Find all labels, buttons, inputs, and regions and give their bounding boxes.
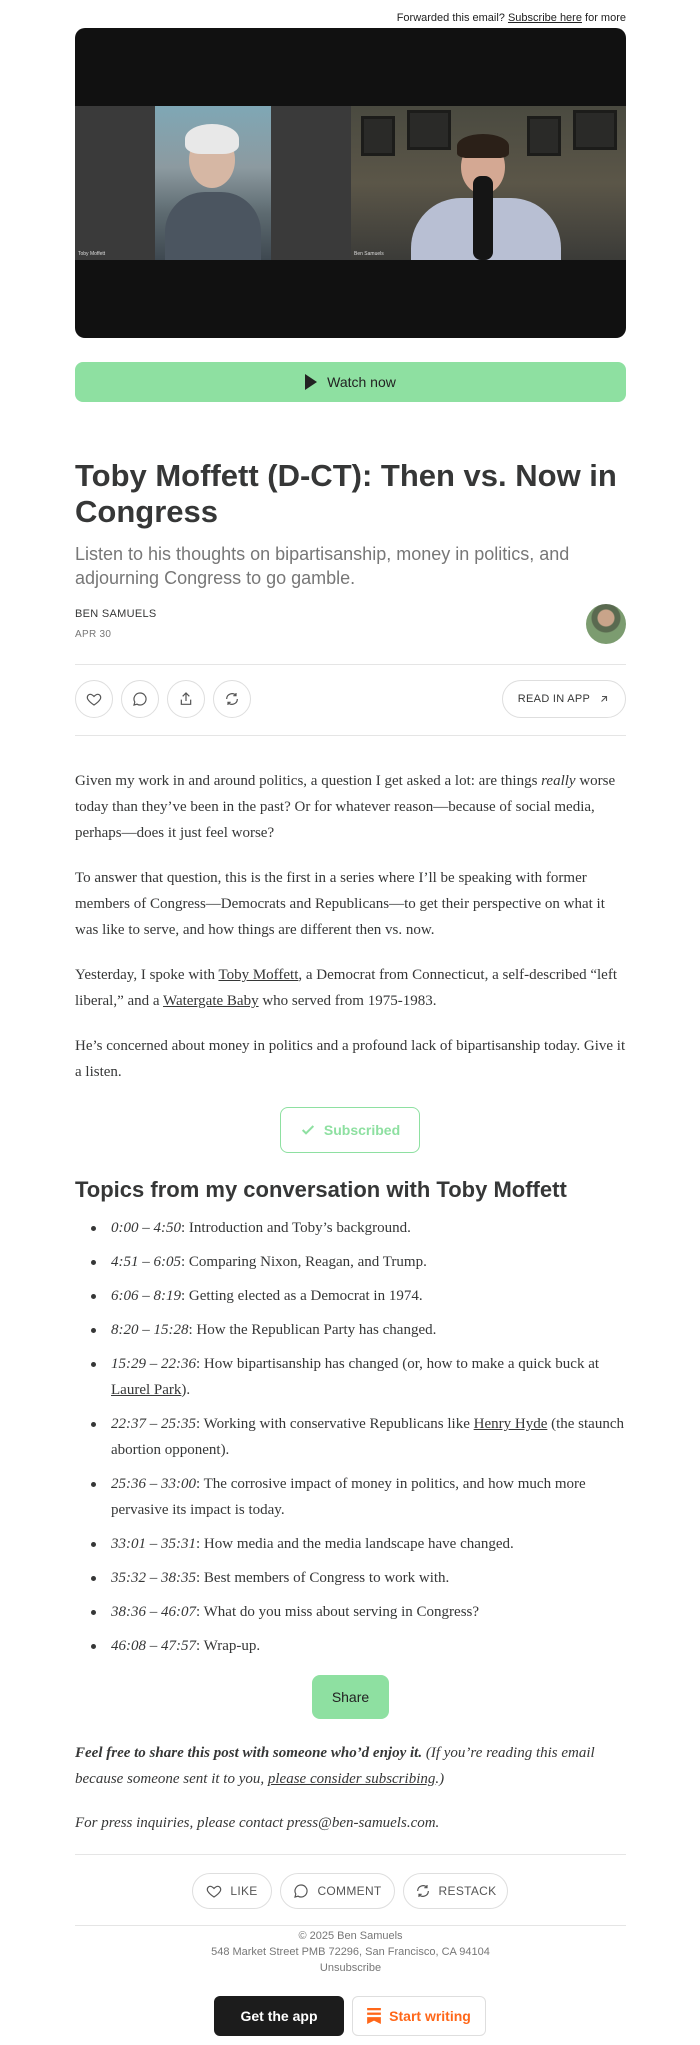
topic-text: : What do you miss about serving in Congress? <box>196 1604 480 1620</box>
video-frame <box>75 106 626 260</box>
restack-label: RESTACK <box>438 1884 497 1898</box>
share-icon <box>178 691 194 707</box>
timestamp: 38:36 – 46:07 <box>111 1604 196 1620</box>
laurel-park-link[interactable]: Laurel Park <box>111 1382 182 1398</box>
read-in-app-label: READ IN APP <box>517 693 591 705</box>
list-item <box>75 1411 626 1463</box>
topic-text: : Introduction and Toby’s background. <box>181 1220 411 1236</box>
list-item <box>75 1599 626 1625</box>
paragraph-text: , a Democrat from Connecticut, a self-described “left liberal,” and a <box>75 967 618 1009</box>
comment-icon <box>293 1883 309 1899</box>
topic-text: : Getting elected as a Democrat in 1974. <box>181 1288 423 1304</box>
timestamp: 0:00 – 4:50 <box>111 1220 181 1236</box>
list-item <box>75 1471 626 1523</box>
post-title: Toby Moffett (D-CT): Then vs. Now in Congress <box>75 458 617 529</box>
timestamp: 4:51 – 6:05 <box>111 1254 181 1270</box>
topic-text: : Best members of Congress to work with. <box>196 1570 450 1586</box>
start-writing-button[interactable] <box>352 1996 486 2036</box>
topics-heading: Topics from my conversation with Toby Moffett <box>75 1177 567 1202</box>
copyright: © 2025 Ben Samuels <box>298 1930 403 1942</box>
video-thumbnail[interactable] <box>75 28 626 338</box>
guest-video-tile <box>155 106 271 260</box>
restack-icon <box>224 691 240 707</box>
subscribed-label: Subscribed <box>323 1122 401 1138</box>
list-item <box>75 1215 626 1241</box>
heart-icon <box>86 691 102 707</box>
closing-text: .) <box>435 1771 445 1787</box>
list-item <box>75 1249 626 1275</box>
timestamp: 15:29 – 22:36 <box>111 1356 196 1372</box>
post-date: APR 30 <box>75 629 112 640</box>
timestamp: 22:37 – 25:35 <box>111 1416 196 1432</box>
body-paragraph <box>75 962 626 1014</box>
comment-icon <box>132 691 148 707</box>
closing-paragraph <box>75 1740 626 1792</box>
divider <box>75 1854 626 1855</box>
paragraph-text: worse today than they’ve been in the past? Or for whatever reason—because of social media, perhaps—does it just feel worse? <box>75 773 616 841</box>
body-paragraph <box>75 768 626 846</box>
guest-video-label: Toby Moffett <box>78 251 106 257</box>
topic-text: : Comparing Nixon, Reagan, and Trump. <box>181 1254 427 1270</box>
topic-text: : How bipartisanship has changed (or, how to make a quick buck at <box>196 1356 600 1372</box>
topic-text: : The corrosive impact of money in politics, and how much more pervasive its impact is today. <box>111 1476 586 1518</box>
timestamp: 25:36 – 33:00 <box>111 1476 196 1492</box>
topic-text: (the staunch abortion opponent). <box>111 1416 624 1458</box>
footer-comment-button[interactable] <box>280 1873 395 1909</box>
subscribed-button[interactable] <box>280 1107 420 1153</box>
subscribe-here-link[interactable]: Subscribe here <box>507 12 582 24</box>
divider <box>75 1925 626 1926</box>
watergate-baby-link[interactable]: Watergate Baby <box>163 993 259 1009</box>
forwarded-prefix: Forwarded this email? <box>396 12 505 24</box>
body-paragraph: To answer that question, this is the first in a series where I’ll be speaking with former members of Congress—Democrats and Republicans—to get their perspective on what it was like to serve, and how things are different then vs. now. <box>75 870 605 938</box>
read-in-app-button[interactable] <box>502 680 626 718</box>
comment-button[interactable] <box>121 680 159 718</box>
post-subtitle: Listen to his thoughts on bipartisanship, money in politics, and adjourning Congress to go gamble. <box>75 544 570 588</box>
timestamp: 6:06 – 8:19 <box>111 1288 181 1304</box>
timestamp: 35:32 – 38:35 <box>111 1570 196 1586</box>
substack-logo-icon <box>367 2008 381 2024</box>
watch-now-button[interactable] <box>75 362 626 402</box>
list-item <box>75 1565 626 1591</box>
list-item <box>75 1317 626 1343</box>
topic-text: : Wrap-up. <box>196 1638 261 1654</box>
arrow-up-right-icon <box>598 693 610 705</box>
henry-hyde-link[interactable]: Henry Hyde <box>473 1416 548 1432</box>
unsubscribe-text[interactable]: Unsubscribe <box>319 1962 382 1974</box>
host-video-label: Ben Samuels <box>354 251 384 257</box>
paragraph-text: Yesterday, I spoke with <box>75 967 219 983</box>
consider-subscribing-link[interactable]: please consider subscribing <box>267 1771 436 1787</box>
like-label: LIKE <box>230 1884 258 1898</box>
divider <box>75 735 626 736</box>
unsubscribe-link <box>75 1960 626 1976</box>
footer-like-button[interactable] <box>192 1873 272 1909</box>
list-item <box>75 1283 626 1309</box>
like-button[interactable] <box>75 680 113 718</box>
timestamp: 33:01 – 35:31 <box>111 1536 196 1552</box>
topic-text: ). <box>181 1382 191 1398</box>
get-the-app-button[interactable]: Get the app <box>214 1996 344 2036</box>
body-paragraph: He’s concerned about money in politics and a profound lack of bipartisanship today. Give it a listen. <box>75 1038 626 1080</box>
topic-text: : Working with conservative Republicans like <box>196 1416 474 1432</box>
check-icon <box>300 1122 316 1138</box>
heart-icon <box>206 1883 222 1899</box>
forwarded-suffix: for more <box>585 12 626 24</box>
topic-text: : How media and the media landscape have changed. <box>196 1536 514 1552</box>
author-name[interactable]: BEN SAMUELS <box>75 608 157 620</box>
topics-list <box>75 1215 626 1667</box>
list-item <box>75 1531 626 1557</box>
share-button[interactable]: Share <box>312 1675 389 1719</box>
restack-button-top[interactable] <box>213 680 251 718</box>
divider <box>75 664 626 665</box>
list-item <box>75 1633 626 1659</box>
timestamp: 46:08 – 47:57 <box>111 1638 196 1654</box>
start-writing-label: Start writing <box>389 2008 471 2024</box>
press-inquiries: For press inquiries, please contact press@ben-samuels.com. <box>75 1815 440 1831</box>
timestamp: 8:20 – 15:28 <box>111 1322 189 1338</box>
closing-bold-text: Feel free to share this post with someone who’d enjoy it. <box>75 1745 423 1761</box>
closing-text: (If you’re reading this email because someone sent it to you, <box>75 1745 595 1787</box>
address: 548 Market Street PMB 72296, San Francisco, CA 94104 <box>211 1946 490 1958</box>
toby-moffett-link[interactable]: Toby Moffett <box>218 967 299 983</box>
share-button-top[interactable] <box>167 680 205 718</box>
paragraph-text: Given my work in and around politics, a question I get asked a lot: are things <box>75 773 542 789</box>
footer-restack-button[interactable] <box>403 1873 508 1909</box>
restack-icon <box>415 1883 431 1899</box>
author-avatar[interactable] <box>586 604 626 644</box>
forwarded-notice <box>397 12 626 24</box>
emphasis-text: really <box>541 773 576 789</box>
comment-label: COMMENT <box>317 1884 382 1898</box>
paragraph-text: who served from 1975-1983. <box>258 993 437 1009</box>
watch-now-label: Watch now <box>327 374 396 390</box>
list-item <box>75 1351 626 1403</box>
topic-text: : How the Republican Party has changed. <box>188 1322 437 1338</box>
play-icon <box>305 374 317 390</box>
host-video-tile <box>351 106 626 260</box>
